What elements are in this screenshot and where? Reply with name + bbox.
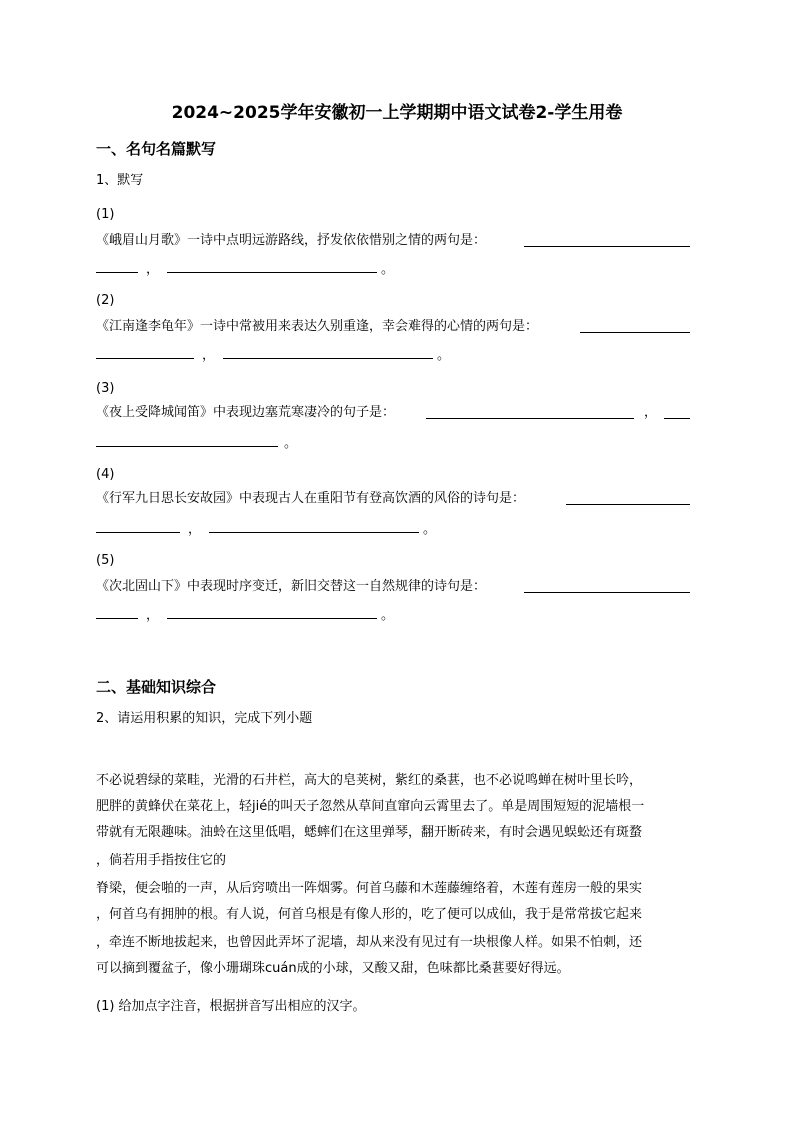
answer-blank[interactable] <box>167 258 377 273</box>
item-number: (5) <box>96 553 115 568</box>
section-heading-2: 二、基础知识综合 <box>96 678 217 696</box>
section-heading-1: 一、名句名篇默写 <box>96 140 217 158</box>
prompt-text: 《江南逢李龟年》一诗中常被用来表达久别重逢，幸会难得的心情的两句是： <box>96 319 539 334</box>
item-prompt <box>96 232 486 250</box>
period: 。 <box>284 436 298 451</box>
answer-blank[interactable] <box>96 604 138 619</box>
period: 。 <box>437 348 451 363</box>
item-number: (2) <box>96 293 115 308</box>
answer-blank[interactable] <box>524 592 690 593</box>
passage-line: 脊梁，便会啪的一声，从后窍喷出一阵烟雾。何首乌藤和木莲藤缠络着，木莲有莲房一般的果实 <box>96 881 643 896</box>
comma: ， <box>202 348 216 363</box>
item-number: (3) <box>96 381 115 396</box>
item-prompt <box>96 490 525 508</box>
item-number: (1) <box>96 207 115 222</box>
comma: ， <box>188 522 202 537</box>
comma: ， <box>146 608 160 623</box>
answer-blank[interactable] <box>580 332 690 333</box>
answer-blank[interactable] <box>209 518 419 533</box>
item-answer-line <box>96 258 394 279</box>
answer-blank[interactable] <box>566 504 690 505</box>
question-label-1: 1、默写 <box>96 173 144 188</box>
comma: ， <box>146 262 160 277</box>
item-answer-line <box>96 344 450 365</box>
question-label-2: 2、请运用积累的知识，完成下列小题 <box>96 711 313 726</box>
period: 。 <box>423 522 437 537</box>
item-prompt <box>96 318 538 336</box>
prompt-text: 《次北固山下》中表现时序变迁，新旧交替这一自然规律的诗句是： <box>96 579 487 594</box>
item-prompt <box>96 578 486 596</box>
item-number: (4) <box>96 467 115 482</box>
answer-blank[interactable] <box>96 344 194 359</box>
answer-blank[interactable] <box>223 344 433 359</box>
passage-line: 不必说碧绿的菜畦，光滑的石井栏，高大的皂荚树，紫红的桑葚，也不必说鸣蝉在树叶里长吟， <box>96 773 643 788</box>
item-answer-line <box>96 432 297 453</box>
period: 。 <box>381 262 395 277</box>
subquestion-1: (1) 给加点字注音，根据拼音写出相应的汉字。 <box>96 999 366 1014</box>
answer-blank[interactable] <box>96 432 278 447</box>
passage-line: 可以摘到覆盆子，像小珊瑚珠cuán成的小球，又酸又甜，色味都比桑葚要好得远。 <box>96 961 570 976</box>
prompt-text: 《峨眉山月歌》一诗中点明远游路线，抒发依依惜别之情的两句是： <box>96 233 487 248</box>
answer-blank[interactable] <box>167 604 377 619</box>
passage-line: ，牵连不断地拔起来，也曾因此弄坏了泥墙，却从来没有见过有一块根像人样。如果不怕刺，还 <box>96 935 643 950</box>
passage-line: ，倘若用手指按住它的 <box>96 853 227 868</box>
passage-line: 带就有无限趣味。油蛉在这里低唱，蟋蟀们在这里弹琴，翻开断砖来，有时会遇见蜈蚣还有斑蝥 <box>96 825 643 840</box>
period: 。 <box>381 608 395 623</box>
answer-blank[interactable] <box>96 518 180 533</box>
answer-blank[interactable] <box>664 418 690 419</box>
answer-blank[interactable] <box>96 258 138 273</box>
answer-blank[interactable] <box>426 418 634 419</box>
item-prompt <box>96 404 395 422</box>
prompt-text: 《夜上受降城闻笛》中表现边塞荒寒凄冷的句子是： <box>96 405 396 420</box>
comma: ， <box>644 405 658 420</box>
passage-line: 肥胖的黄蜂伏在菜花上，轻jié的叫天子忽然从草间直窜向云霄里去了。单是周围短短的泥墙根一 <box>96 799 645 814</box>
passage-line: ，何首乌有拥肿的根。有人说，何首乌根是有像人形的，吃了便可以成仙，我于是常常拔它起来 <box>96 907 643 922</box>
item-answer-line <box>96 604 394 625</box>
answer-blank[interactable] <box>524 246 690 247</box>
prompt-text: 《行军九日思长安故园》中表现古人在重阳节有登高饮酒的风俗的诗句是： <box>96 491 526 506</box>
page-title: 2024~2025学年安徽初一上学期期中语文试卷2-学生用卷 <box>171 103 623 123</box>
item-answer-line <box>96 518 436 539</box>
